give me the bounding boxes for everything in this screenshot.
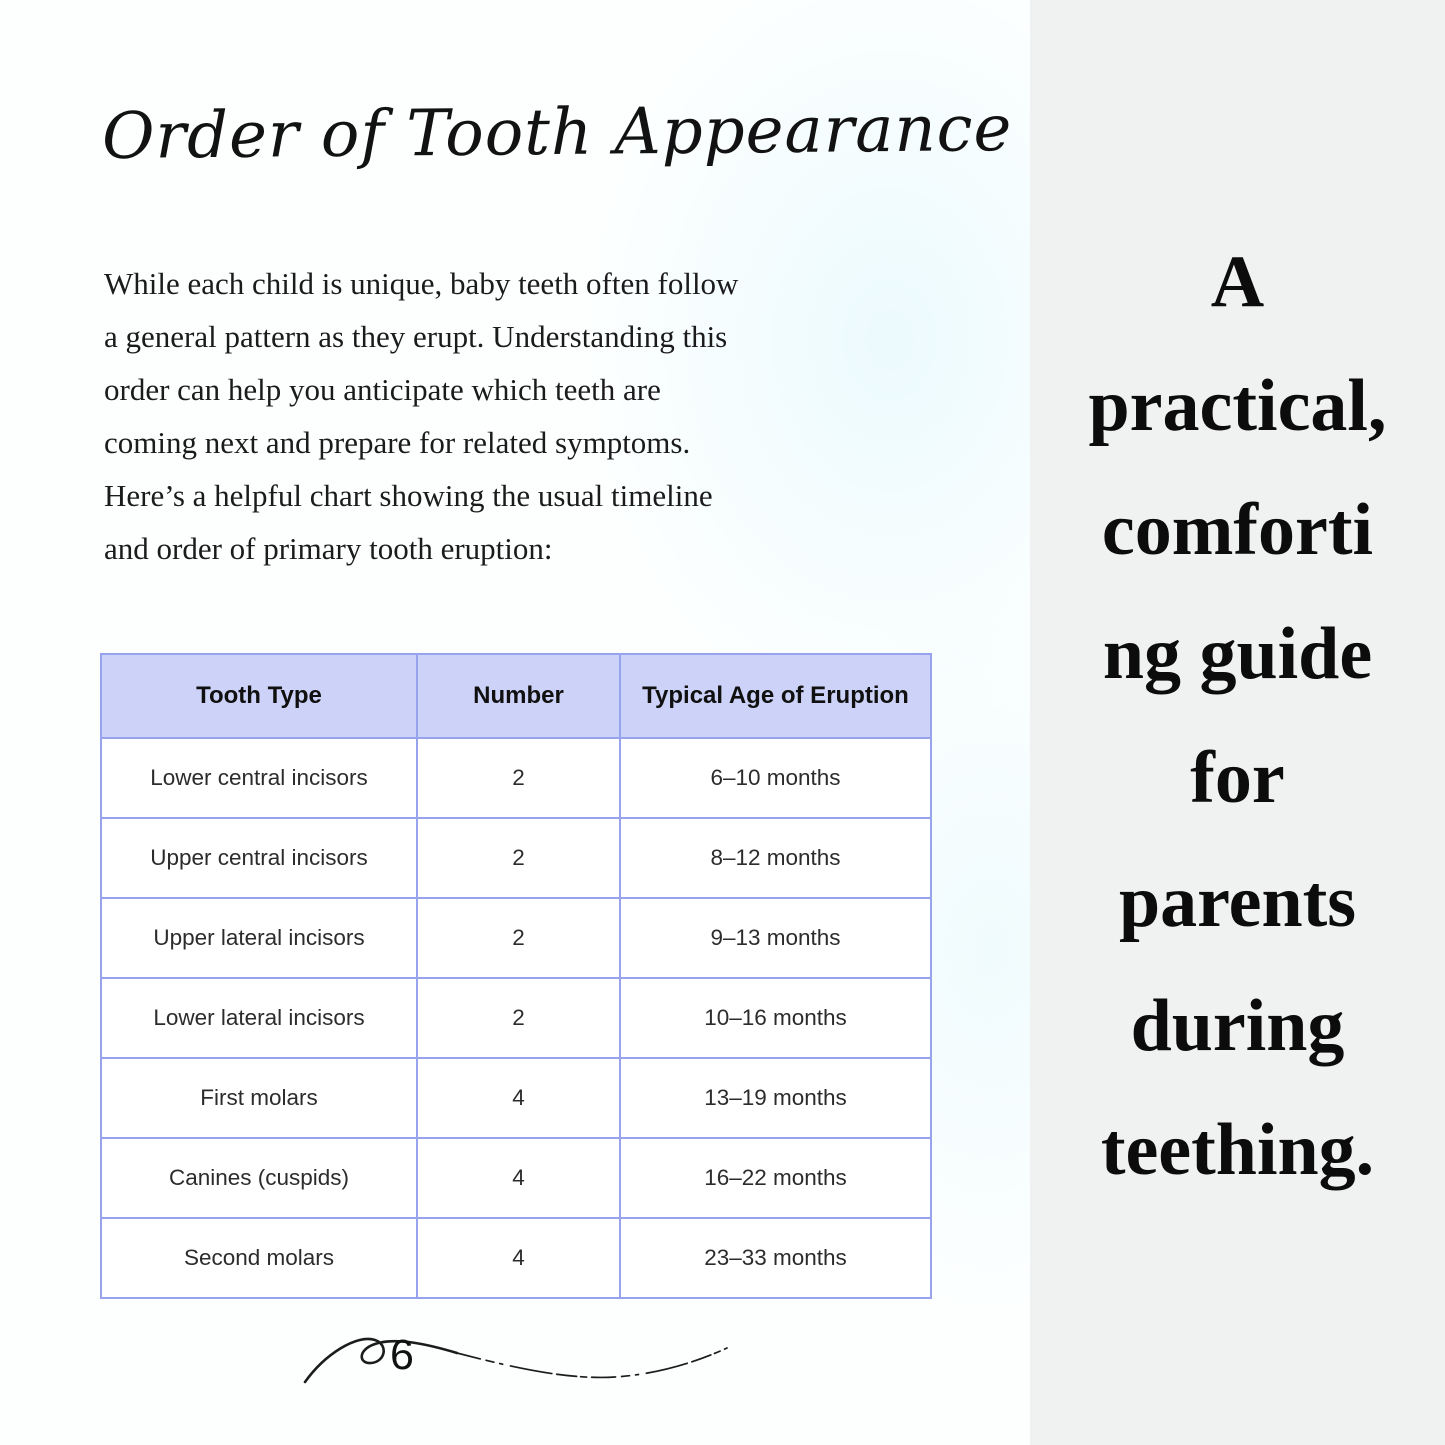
table-cell: 8–12 months: [620, 818, 931, 898]
intro-line: Here’s a helpful chart showing the usual timeline: [104, 478, 713, 513]
table-cell: 2: [417, 738, 620, 818]
cover-blurb-panel: [1030, 0, 1445, 1445]
intro-line: While each child is unique, baby teeth often follow: [104, 266, 739, 301]
eruption-table-header: [101, 654, 931, 738]
table-cell: 2: [417, 818, 620, 898]
column-header-number: Number: [417, 654, 620, 738]
table-row: [101, 818, 931, 898]
table-cell: First molars: [101, 1058, 417, 1138]
table-cell: 2: [417, 898, 620, 978]
column-header-tooth-type: Tooth Type: [101, 654, 417, 738]
intro-line: coming next and prepare for related symptoms.: [104, 425, 691, 460]
blurb-line: teething.: [1100, 1109, 1375, 1191]
table-cell: 16–22 months: [620, 1138, 931, 1218]
table-cell: 23–33 months: [620, 1218, 931, 1298]
table-row: [101, 738, 931, 818]
table-cell: Upper lateral incisors: [101, 898, 417, 978]
table-cell: Canines (cuspids): [101, 1138, 417, 1218]
column-header-age: Typical Age of Eruption: [620, 654, 931, 738]
intro-line: order can help you anticipate which teeth are: [104, 372, 661, 407]
table-cell: 13–19 months: [620, 1058, 931, 1138]
page-title: Order of Tooth Appearance: [101, 92, 1013, 174]
table-cell: Second molars: [101, 1218, 417, 1298]
blurb-line: A: [1210, 241, 1265, 323]
table-row: [101, 1218, 931, 1298]
table-cell: Upper central incisors: [101, 818, 417, 898]
table-header-row: [101, 654, 931, 738]
table-row: [101, 1058, 931, 1138]
blurb-line: practical,: [1088, 365, 1387, 447]
table-row: [101, 1138, 931, 1218]
cover-blurb: [1030, 220, 1445, 1212]
intro-line: and order of primary tooth eruption:: [104, 531, 553, 566]
intro-line: a general pattern as they erupt. Understanding this: [104, 319, 728, 354]
eruption-table-body: [101, 738, 931, 1298]
table-cell: Lower central incisors: [101, 738, 417, 818]
page-number: 6: [390, 1331, 414, 1379]
blurb-line: parents: [1118, 861, 1357, 943]
table-cell: 2: [417, 978, 620, 1058]
table-cell: 9–13 months: [620, 898, 931, 978]
table-cell: 10–16 months: [620, 978, 931, 1058]
table-cell: 4: [417, 1138, 620, 1218]
eruption-table: [100, 653, 932, 1299]
table-cell: 6–10 months: [620, 738, 931, 818]
blurb-line: for: [1190, 737, 1285, 819]
table-cell: Lower lateral incisors: [101, 978, 417, 1058]
table-cell: 4: [417, 1218, 620, 1298]
table-row: [101, 978, 931, 1058]
intro-paragraph: [104, 257, 944, 575]
blurb-line: comforti: [1101, 489, 1374, 571]
blurb-line: during: [1130, 985, 1345, 1067]
flourish-decoration: [295, 1322, 735, 1397]
blurb-line: ng guide: [1102, 613, 1373, 695]
table-cell: 4: [417, 1058, 620, 1138]
table-row: [101, 898, 931, 978]
